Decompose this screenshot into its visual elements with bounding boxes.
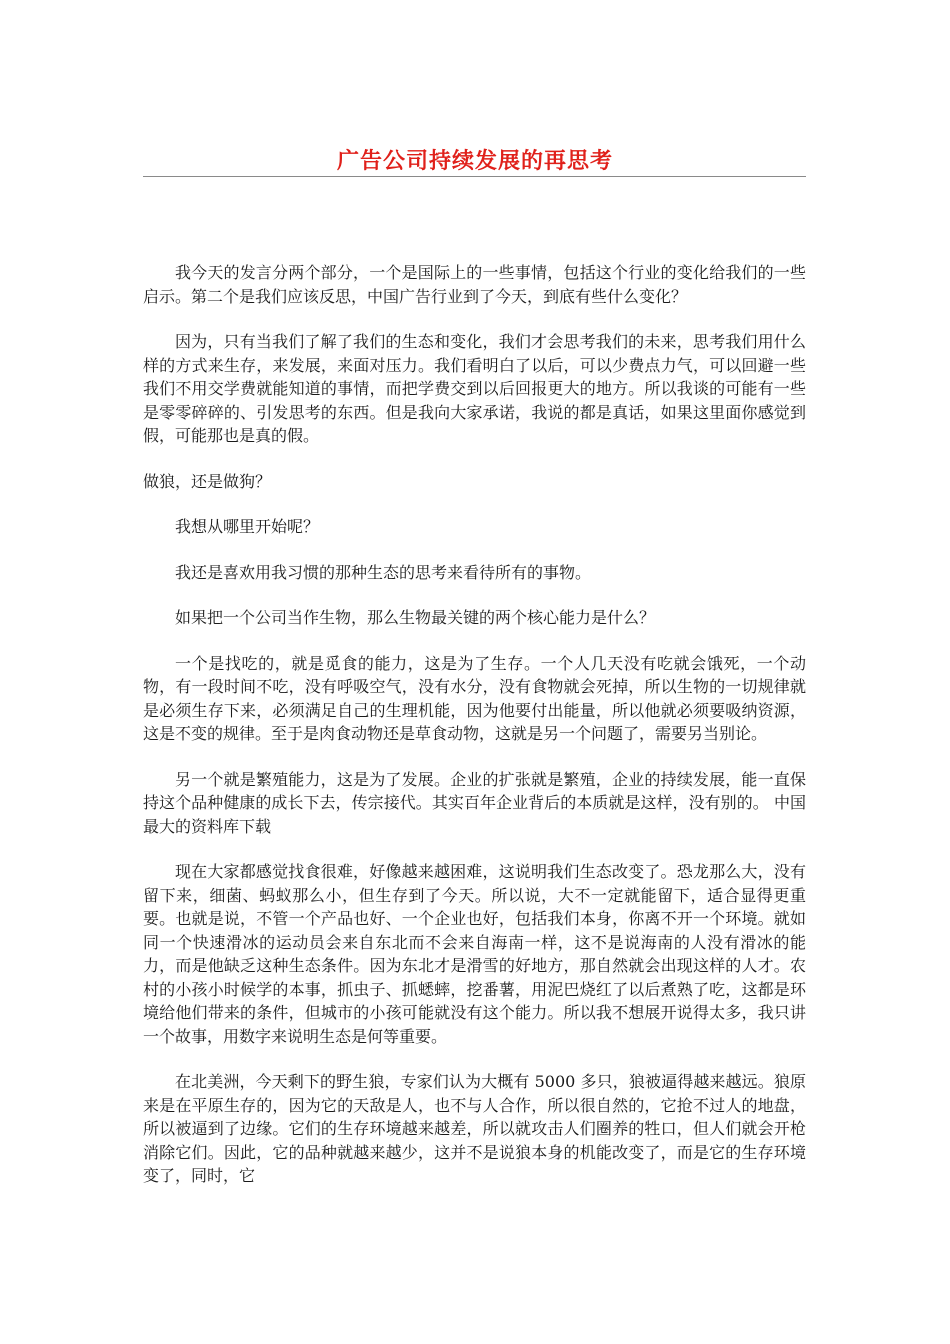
paragraph-2: 因为，只有当我们了解了我们的生态和变化，我们才会思考我们的未来，思考我们用什么样的方式来生存，来发展，来面对压力。我们看明白了以后，可以少费点力气，可以回避一些我们不用交学费就能知道的事情，而把学费交到以后回报更大的地方。所以我谈的可能有一些是零零碎碎的、引发思考的东西。但是我向大家承诺，我说的都是真话，如果这里面你感觉到假，可能那也是真的假。 [143, 332, 806, 445]
paragraph-10: 在北美洲，今天剩下的野生狼，专家们认为大概有 5000 多只，狼被逼得越来越远。狼原来是在平原生存的，因为它的天敌是人，也不与人合作，所以很自然的，它抢不过人的地盘，所以被逼到了边缘。它们的生存环境越来越差，所以就攻击人们圈养的牲口，但人们就会开枪消除它们。因此，它的品种就越来越少，这并不是说狼本身的机能改变了，而是它的生存环境变了，同时，它 [143, 1072, 806, 1185]
paragraph-4: 我想从哪里开始呢？ [175, 517, 320, 536]
paragraph-5: 我还是喜欢用我习惯的那种生态的思考来看待所有的事物。 [175, 562, 592, 582]
document-body [143, 261, 806, 1210]
title-underline [143, 176, 806, 177]
paragraph-1: 我今天的发言分两个部分，一个是国际上的一些事情，包括这个行业的变化给我们的一些启示。第二个是我们应该反思，中国广告行业到了今天，到底有些什么变化？ [143, 263, 806, 306]
paragraph-6: 如果把一个公司当作生物，那么生物最关键的两个核心能力是什么？ [175, 608, 656, 627]
paragraph-7: 一个是找吃的，就是觅食的能力，这是为了生存。一个人几天没有吃就会饿死，一个动物，有一段时间不吃，没有呼吸空气，没有水分，没有食物就会死掉，所以生物的一切规律就是必须生存下来，必须满足自己的生理机能，因为他要付出能量，所以他就必须要吸纳资源，这是不变的规律。至于是肉食动物还是草食动物，这就是另一个问题了，需要另当别论。 [143, 653, 806, 743]
document-title: 广告公司持续发展的再思考 [336, 148, 613, 174]
paragraph-8: 另一个就是繁殖能力，这是为了发展。企业的扩张就是繁殖，企业的持续发展，能一直保持这个品种健康的成长下去，传宗接代。其实百年企业背后的本质就是这样，没有别的。 中国最大的资料库下载 [143, 769, 806, 836]
paragraph-9: 现在大家都感觉找食很难，好像越来越困难，这说明我们生态改变了。恐龙那么大，没有留下来，细菌、蚂蚁那么小，但生存到了今天。所以说，大不一定就能留下，适合显得更重要。也就是说，不管一个产品也好、一个企业也好，包括我们本身，你离不开一个环境。就如同一个快速滑冰的运动员会来自东北而不会来自海南一样，这不是说海南的人没有滑冰的能力，而是他缺乏这种生态条件。因为东北才是滑雪的好地方，那自然就会出现这样的人才。农村的小孩小时候学的本事，抓虫子、抓蟋蟀，挖番薯，用泥巴烧红了以后煮熟了吃，这都是环境给他们带来的条件，但城市的小孩可能就没有这个能力。所以我不想展开说得太多，我只讲一个故事，用数字来说明生态是何等重要。 [143, 862, 806, 1046]
section-heading: 做狼，还是做狗？ [143, 471, 272, 491]
